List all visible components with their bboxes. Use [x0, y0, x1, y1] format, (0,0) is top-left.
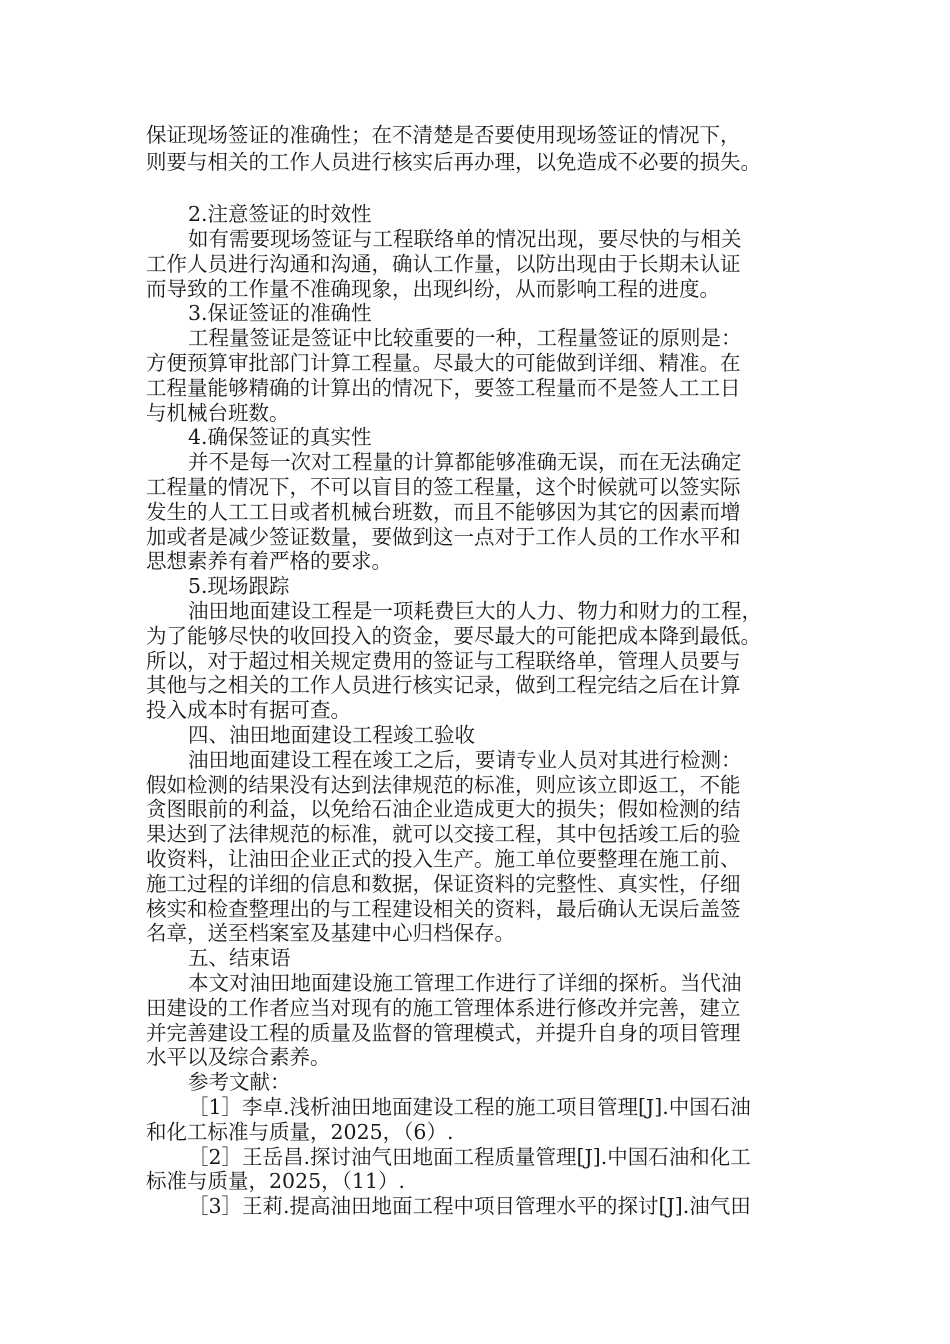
section-heading: 3.保证签证的准确性 [188, 301, 372, 325]
paragraph-line: 与机械台班数。 [146, 401, 290, 425]
paragraph-line: 而导致的工作量不准确现象，出现纠纷，从而影响工程的进度。 [146, 277, 720, 301]
paragraph-line: 贪图眼前的利益，以免给石油企业造成更大的损失；假如检测的结 [146, 797, 741, 821]
reference-item: 标准与质量，2025，（11）. [146, 1169, 406, 1193]
paragraph-line: 工程量签证是签证中比较重要的一种，工程量签证的原则是： [188, 326, 742, 350]
paragraph-line: 名章，送至档案室及基建中心归档保存。 [146, 921, 515, 945]
reference-item: 和化工标准与质量，2025，（6）. [146, 1120, 454, 1144]
paragraph-line: 投入成本时有据可查。 [146, 698, 351, 722]
section-heading: 5.现场跟踪 [188, 574, 290, 598]
references-heading: 参考文献： [188, 1070, 291, 1094]
section-heading: 五、结束语 [188, 946, 291, 970]
paragraph-line: 思想素养有着严格的要求。 [146, 549, 392, 573]
section-heading: 4.确保签证的真实性 [188, 425, 372, 449]
paragraph-line: 方便预算审批部门计算工程量。尽最大的可能做到详细、精准。在 [146, 351, 741, 375]
paragraph-line: 收资料，让油田企业正式的投入生产。施工单位要整理在施工前、 [146, 847, 741, 871]
reference-item: ［1］李卓.浅析油田地面建设工程的施工项目管理[J].中国石油 [188, 1095, 751, 1119]
paragraph-line: 其他与之相关的工作人员进行核实记录，做到工程完结之后在计算 [146, 673, 741, 697]
section-heading: 2.注意签证的时效性 [188, 202, 372, 226]
reference-item: ［2］王岳昌.探讨油气田地面工程质量管理[J].中国石油和化工 [188, 1145, 751, 1169]
paragraph-line: 如有需要现场签证与工程联络单的情况出现，要尽快的与相关 [188, 227, 742, 251]
paragraph-line: 为了能够尽快的收回投入的资金，要尽最大的可能把成本降到最低。 [146, 624, 761, 648]
paragraph-line: 果达到了法律规范的标准，就可以交接工程，其中包括竣工后的验 [146, 822, 741, 846]
paragraph-line: 田建设的工作者应当对现有的施工管理体系进行修改并完善，建立 [146, 996, 741, 1020]
paragraph-line: 油田地面建设工程在竣工之后，要请专业人员对其进行检测： [188, 748, 742, 772]
paragraph-line: 保证现场签证的准确性；在不清楚是否要使用现场签证的情况下， [146, 123, 741, 147]
paragraph-line: 则要与相关的工作人员进行核实后再办理，以免造成不必要的损失。 [146, 150, 761, 174]
paragraph-line: 水平以及综合素养。 [146, 1045, 331, 1069]
paragraph-line: 发生的人工工日或者机械台班数，而且不能够因为其它的因素而增 [146, 500, 741, 524]
reference-item: ［3］王莉.提高油田地面工程中项目管理水平的探讨[J].油气田 [188, 1194, 751, 1218]
paragraph-line: 所以，对于超过相关规定费用的签证与工程联络单，管理人员要与 [146, 649, 741, 673]
paragraph-line: 加或者是减少签证数量，要做到这一点对于工作人员的工作水平和 [146, 525, 741, 549]
paragraph-line: 并完善建设工程的质量及监督的管理模式，并提升自身的项目管理 [146, 1021, 741, 1045]
paragraph-line: 工程量能够精确的计算出的情况下，要签工程量而不是签人工工日 [146, 376, 741, 400]
section-heading: 四、油田地面建设工程竣工验收 [188, 723, 475, 747]
paragraph-line: 并不是每一次对工程量的计算都能够准确无误，而在无法确定 [188, 450, 742, 474]
paragraph-line: 核实和检查整理出的与工程建设相关的资料，最后确认无误后盖签 [146, 897, 741, 921]
paragraph-line: 工程量的情况下，不可以盲目的签工程量，这个时候就可以签实际 [146, 475, 741, 499]
paragraph-line: 油田地面建设工程是一项耗费巨大的人力、物力和财力的工程， [188, 599, 762, 623]
paragraph-line: 施工过程的详细的信息和数据，保证资料的完整性、真实性，仔细 [146, 872, 741, 896]
paragraph-line: 本文对油田地面建设施工管理工作进行了详细的探析。当代油 [188, 971, 742, 995]
paragraph-line: 假如检测的结果没有达到法律规范的标准，则应该立即返工，不能 [146, 773, 741, 797]
paragraph-line: 工作人员进行沟通和沟通，确认工作量，以防出现由于长期未认证 [146, 252, 741, 276]
